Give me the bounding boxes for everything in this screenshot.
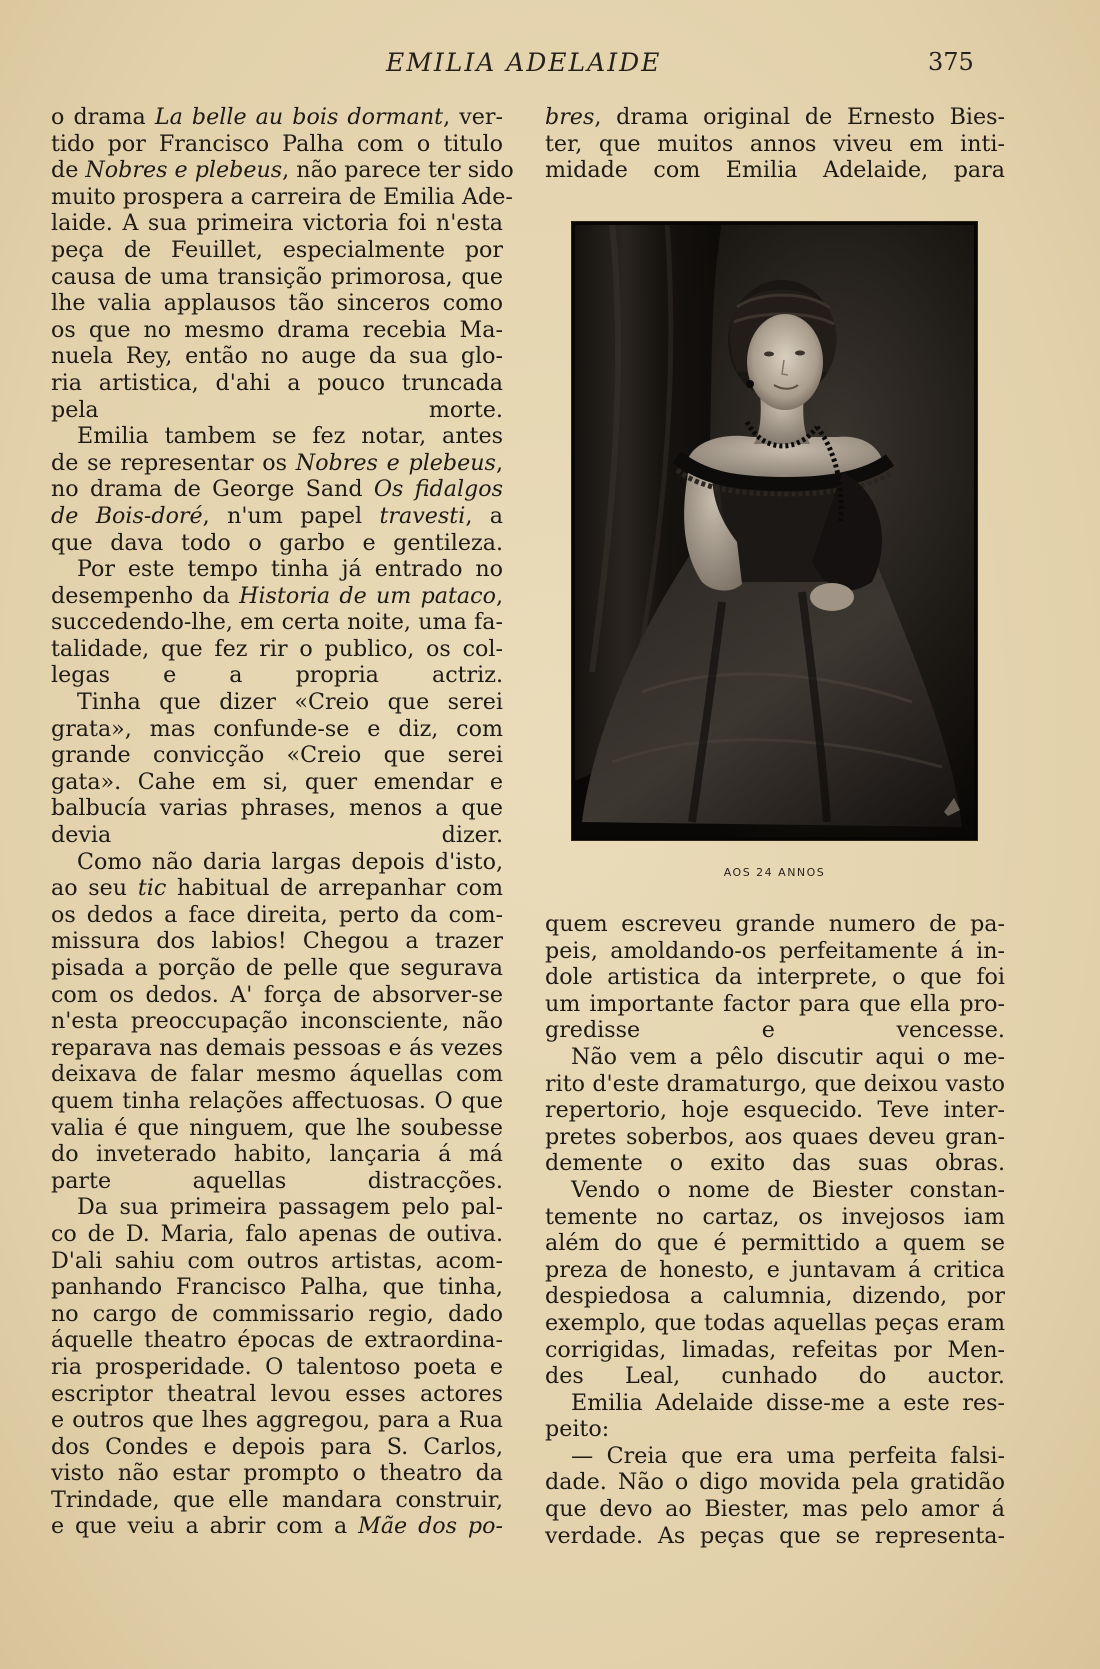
text-run: pretes soberbos, aos quaes deveu gran- — [545, 1123, 1005, 1150]
text-line — [51, 1354, 503, 1381]
text-run: de — [51, 157, 86, 184]
text-line — [545, 1363, 1005, 1390]
text-run: temente no cartaz, os invejosos iam — [545, 1203, 1005, 1230]
text-line — [545, 1230, 1005, 1257]
text-run: do inveterado habito, lançaria á má — [51, 1141, 503, 1168]
text-run: quem tinha relações affectuosas. O que — [51, 1087, 503, 1114]
text-run: no drama de George Sand — [51, 476, 374, 503]
text-line — [545, 991, 1005, 1018]
text-line — [51, 450, 503, 477]
italic-run: de Bois-doré — [51, 502, 203, 529]
photo-caption: AOS 24 ANNOS — [723, 866, 826, 879]
text-line — [51, 1381, 503, 1408]
text-run: gredisse e vencesse. — [545, 1017, 1005, 1044]
text-line — [545, 1124, 1005, 1151]
text-line — [545, 1071, 1005, 1098]
italic-run: Mãe dos po- — [358, 1513, 503, 1540]
text-run: tido por Francisco Palha com o titulo — [51, 130, 503, 157]
text-line — [545, 1416, 1005, 1443]
text-line — [51, 742, 503, 769]
text-line — [51, 503, 503, 530]
text-line — [51, 1460, 503, 1487]
text-line — [51, 423, 503, 450]
text-run: escriptor theatral levou esses actores — [51, 1380, 503, 1407]
text-run: de se representar os — [51, 449, 296, 476]
italic-run: travesti — [379, 502, 466, 529]
text-run: habitual de arrepanhar com — [166, 875, 504, 902]
right-column-bottom-text — [545, 911, 1005, 1549]
italic-run: Nobres e plebeus — [85, 157, 283, 184]
text-run: além do que é permittido a quem se — [545, 1230, 1005, 1257]
italic-run: Historia de um pataco — [239, 582, 496, 609]
text-line — [51, 1327, 503, 1354]
text-line — [51, 556, 503, 583]
text-run: , a — [465, 502, 503, 529]
text-run: Tinha que dizer «Creio que serei — [77, 689, 503, 716]
text-run: dade. Não o digo movida pela gratidão — [545, 1469, 1005, 1496]
text-run: , drama original de Ernesto Bies- — [594, 104, 1005, 130]
text-run: que devo ao Biester, mas pelo amor á — [545, 1496, 1005, 1523]
text-line — [51, 1008, 503, 1035]
text-run: dole artistica da interprete, o que foi — [545, 964, 1005, 991]
text-run: devia dizer. — [51, 822, 503, 849]
italic-run: bres — [545, 104, 595, 130]
text-line — [51, 317, 503, 344]
text-run: laide. A sua primeira victoria foi n'esta — [51, 210, 503, 237]
text-run: desempenho da — [51, 582, 240, 609]
text-line — [51, 1035, 503, 1062]
text-line — [545, 157, 1005, 184]
text-line — [51, 875, 503, 902]
text-run: o drama — [51, 104, 155, 130]
text-run: no cargo de commissario regio, dado — [51, 1300, 503, 1327]
text-line — [545, 1523, 1005, 1550]
text-run: quem escreveu grande numero de pa- — [545, 911, 1005, 937]
text-run: Da sua primeira passagem pelo pal- — [77, 1194, 503, 1221]
text-line — [51, 583, 503, 610]
text-run: — Creia que era uma perfeita falsi- — [571, 1442, 1005, 1469]
text-run: lhe valia applausos tão sinceros como — [51, 290, 503, 317]
text-run: corrigidas, limadas, refeitas por Men- — [545, 1336, 1005, 1363]
text-line — [51, 476, 503, 503]
text-line — [545, 1177, 1005, 1204]
portrait-photograph — [572, 222, 977, 840]
text-line — [545, 1310, 1005, 1337]
text-line — [51, 1168, 503, 1195]
text-run: nuela Rey, então no auge da sua glo- — [51, 343, 503, 370]
text-line — [545, 1017, 1005, 1044]
text-run: des Leal, cunhado do auctor. — [545, 1363, 1005, 1390]
text-line — [51, 1088, 503, 1115]
text-run: preza de honesto, e juntavam á critica — [545, 1256, 1005, 1283]
text-run: Trindade, que elle mandara construir, — [51, 1486, 503, 1513]
text-line — [545, 1097, 1005, 1124]
text-run: grande convicção «Creio que serei — [51, 742, 503, 769]
text-line — [51, 131, 503, 158]
text-line — [51, 1513, 503, 1540]
text-line — [51, 1194, 503, 1221]
portrait-illustration — [572, 222, 977, 840]
text-line — [51, 183, 513, 211]
text-run: ria prosperidade. O talentoso poeta e — [51, 1353, 503, 1380]
text-line — [51, 769, 503, 796]
text-line — [51, 290, 503, 317]
text-line — [51, 716, 503, 743]
text-line — [51, 530, 503, 557]
text-run: pela morte. — [51, 396, 503, 423]
text-line — [51, 1407, 503, 1434]
text-run: Não vem a pêlo discutir aqui o me- — [571, 1043, 1005, 1070]
text-run: Vendo o nome de Biester constan- — [571, 1176, 1005, 1203]
running-header — [0, 48, 1100, 82]
text-run: os dedos a face direita, perto da com- — [51, 901, 503, 928]
text-run: legas e a propria actriz. — [51, 662, 503, 689]
text-run: áquelle theatro épocas de extraordina- — [51, 1327, 503, 1354]
text-run: rito d'este dramaturgo, que deixou vasto — [545, 1070, 1005, 1097]
text-line — [51, 370, 503, 397]
text-line — [51, 1248, 503, 1275]
left-column-text — [51, 104, 514, 1540]
text-run: valia é que ninguem, que lhe soubesse — [51, 1114, 503, 1141]
text-line — [545, 1204, 1005, 1231]
text-run: midade com Emilia Adelaide, para — [545, 157, 1005, 184]
text-run: missura dos labios! Chegou a trazer — [51, 928, 503, 955]
running-title: EMILIA ADELAIDE — [386, 48, 662, 77]
text-line — [51, 689, 503, 716]
text-line — [51, 1487, 503, 1514]
text-run: talidade, que fez rir o publico, os col- — [51, 635, 503, 662]
text-line — [51, 1221, 503, 1248]
text-line — [545, 938, 1005, 965]
text-line — [51, 609, 503, 636]
text-run: ao seu — [51, 875, 138, 902]
text-run: grata», mas confunde-se e diz, com — [51, 715, 503, 742]
text-line — [545, 131, 1005, 158]
text-run: visto não estar prompto o theatro da — [51, 1460, 503, 1487]
text-line — [545, 1283, 1005, 1310]
text-run: gata». Cahe em si, quer emendar e — [51, 768, 503, 795]
text-run: Emilia Adelaide disse-me a este res- — [571, 1389, 1005, 1416]
text-run: , — [495, 449, 503, 476]
text-line — [51, 157, 514, 184]
text-run: que dava todo o garbo e gentileza. — [51, 529, 503, 556]
text-line — [51, 1301, 503, 1328]
text-line — [545, 964, 1005, 991]
italic-run: Os fidalgos — [373, 476, 504, 503]
italic-run: La belle au bois dormant — [154, 104, 444, 130]
text-line — [545, 104, 1005, 131]
text-line — [51, 104, 503, 131]
text-line — [51, 264, 503, 291]
text-run: pisada a porção de pelle que segurava — [51, 955, 503, 981]
right-column-top-text — [545, 104, 1005, 184]
italic-run: Nobres e plebeus — [295, 449, 496, 476]
text-run: dos Condes e depois para S. Carlos, — [51, 1433, 503, 1460]
text-line — [51, 1434, 503, 1461]
text-run: co de D. Maria, falo apenas de outiva. — [51, 1220, 503, 1247]
text-line — [51, 982, 503, 1009]
text-line — [51, 237, 503, 264]
text-line — [545, 1443, 1005, 1470]
text-line — [51, 955, 503, 982]
text-run: despiedosa a calumnia, dizendo, por — [545, 1283, 1005, 1310]
text-line — [545, 1044, 1005, 1071]
text-line — [545, 1257, 1005, 1284]
text-run: reparava nas demais pessoas e ás vezes — [51, 1034, 503, 1061]
text-run: panhando Francisco Palha, que tinha, — [51, 1274, 503, 1301]
text-line — [545, 911, 1005, 938]
text-run: peito: — [545, 1416, 610, 1443]
text-run: Como não daria largas depois d'isto, — [77, 848, 503, 875]
text-run: deixava de falar mesmo áquellas com — [51, 1061, 503, 1088]
text-run: peis, amoldando-os perfeitamente á in- — [545, 937, 1005, 964]
text-line — [545, 1337, 1005, 1364]
text-line — [51, 1274, 503, 1301]
text-run: Emilia tambem se fez notar, antes — [77, 423, 503, 450]
text-run: , — [495, 582, 503, 609]
text-run: exemplo, que todas aquellas peças eram — [545, 1309, 1005, 1336]
text-run: ter, que muitos annos viveu em inti- — [545, 130, 1005, 157]
text-line — [51, 849, 503, 876]
text-run: repertorio, hoje esquecido. Teve inter- — [545, 1097, 1005, 1124]
text-run: , não parece ter sido — [282, 157, 514, 184]
italic-run: tic — [137, 875, 167, 902]
text-run: com os dedos. A' força de absorver-se — [51, 981, 503, 1008]
text-line — [51, 795, 503, 822]
text-run: succedendo-lhe, em certa noite, uma fa- — [51, 609, 503, 636]
text-run: demente o exito das suas obras. — [545, 1150, 1005, 1177]
text-run: D'ali sahiu com outros artistas, acom- — [51, 1247, 503, 1274]
text-line — [51, 343, 503, 370]
text-run: e outros que lhes aggregou, para a Rua — [51, 1407, 503, 1434]
text-run: verdade. As peças que se representa- — [545, 1522, 1005, 1549]
text-line — [545, 1390, 1005, 1417]
text-line — [51, 662, 503, 689]
text-run: , n'um papel — [202, 502, 380, 529]
text-line — [51, 1141, 503, 1168]
text-line — [51, 397, 503, 424]
text-line — [51, 1061, 503, 1088]
text-run: e que veiu a abrir com a — [51, 1513, 359, 1540]
text-line — [51, 1115, 503, 1142]
text-line — [51, 928, 503, 955]
text-run: ria artistica, d'ahi a pouco truncada — [51, 369, 503, 396]
text-run: Por este tempo tinha já entrado no — [77, 556, 503, 583]
text-run: balbucía varias phrases, menos a que — [51, 795, 503, 822]
text-run: peça de Feuillet, especialmente por — [51, 236, 503, 263]
text-line — [545, 1469, 1005, 1496]
text-run: , ver- — [443, 104, 503, 130]
text-line — [51, 636, 503, 663]
text-run: um importante factor para que ella pro- — [545, 990, 1005, 1017]
text-run: parte aquellas distracções. — [51, 1167, 503, 1194]
text-line — [51, 902, 503, 929]
text-run: os que no mesmo drama recebia Ma- — [51, 316, 503, 343]
text-run: muito prospera a carreira de Emilia Ade- — [51, 183, 513, 210]
text-run: causa de uma transição primorosa, que — [51, 263, 503, 290]
text-line — [51, 210, 503, 237]
text-line — [545, 1150, 1005, 1177]
page-number: 375 — [928, 48, 974, 76]
text-line — [545, 1496, 1005, 1523]
text-line — [51, 822, 503, 849]
text-run: n'esta preoccupação inconsciente, não — [51, 1008, 503, 1035]
